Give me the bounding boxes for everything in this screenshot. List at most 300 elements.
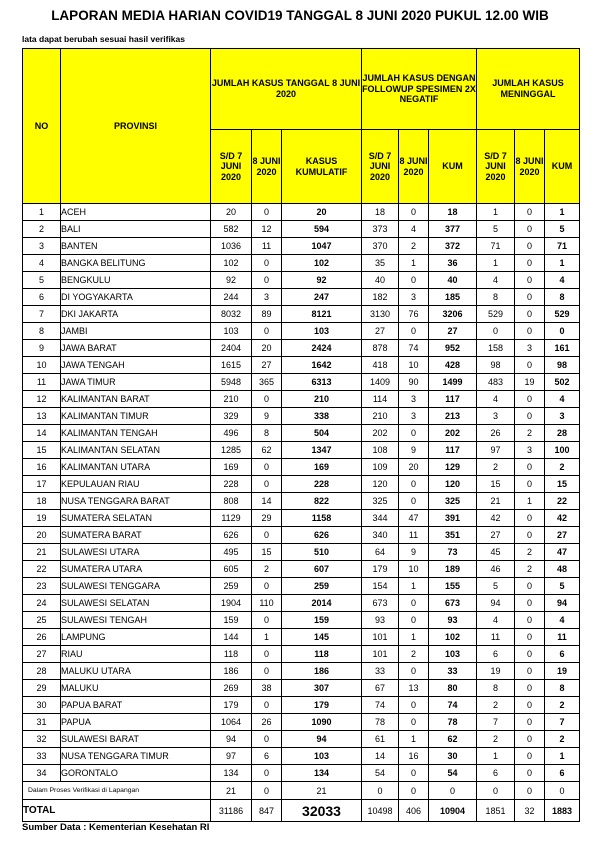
cell-value: 6 (545, 646, 580, 663)
cell-value: 0 (252, 323, 282, 340)
cell-value: 259 (282, 578, 362, 595)
cell-value: 145 (282, 629, 362, 646)
cell-value: 35 (362, 255, 399, 272)
cell-value: 0 (399, 323, 429, 340)
cell-value: 3 (545, 408, 580, 425)
cell-value: 210 (211, 391, 252, 408)
cell-value: 1 (399, 578, 429, 595)
cell-value: 0 (515, 306, 545, 323)
cell-value: 48 (545, 561, 580, 578)
cell-value: 6 (477, 765, 515, 782)
cell-value: 1 (545, 204, 580, 221)
cell-value: 92 (282, 272, 362, 289)
cell-value: 495 (211, 544, 252, 561)
row-number: 2 (23, 221, 61, 238)
cell-value: 134 (211, 765, 252, 782)
cell-value: 179 (282, 697, 362, 714)
cell-value: 228 (282, 476, 362, 493)
row-number: 6 (23, 289, 61, 306)
cell-value: 1 (515, 493, 545, 510)
cell-value: 98 (545, 357, 580, 374)
cell-value: 307 (282, 680, 362, 697)
cell-value: 6 (545, 765, 580, 782)
cell-value: 626 (211, 527, 252, 544)
cell-value: 3 (399, 289, 429, 306)
cell-value: 19 (545, 663, 580, 680)
table-row (23, 527, 580, 544)
cell-value: 101 (362, 629, 399, 646)
data-source: Sumber Data : Kementerian Kesehatan RI (22, 822, 210, 833)
cell-value: 428 (429, 357, 477, 374)
cell-value: 0 (515, 238, 545, 255)
cell-value: 118 (211, 646, 252, 663)
cell-value: 80 (429, 680, 477, 697)
cell-value: 179 (362, 561, 399, 578)
province-name: SULAWESI TENGGARA (61, 578, 211, 595)
province-name: SULAWESI UTARA (61, 544, 211, 561)
cell-value: 144 (211, 629, 252, 646)
row-number: 11 (23, 374, 61, 391)
cell-value: 26 (252, 714, 282, 731)
cell-value: 102 (429, 629, 477, 646)
cell-value: 0 (515, 221, 545, 238)
row-number: 31 (23, 714, 61, 731)
cell-value: 4 (399, 221, 429, 238)
cell-value: 155 (429, 578, 477, 595)
cell-value: 0 (515, 782, 545, 800)
province-name: SULAWESI TENGAH (61, 612, 211, 629)
cell-value: 1 (252, 629, 282, 646)
cell-value: 4 (545, 272, 580, 289)
cell-value: 351 (429, 527, 477, 544)
cell-value: 114 (362, 391, 399, 408)
cell-value: 0 (252, 391, 282, 408)
cell-value: 73 (429, 544, 477, 561)
header-followup-8juni: 8 JUNI 2020 (399, 130, 429, 204)
cell-value: 8 (545, 289, 580, 306)
cell-value: 0 (477, 782, 515, 800)
cell-value: 1499 (429, 374, 477, 391)
row-number: 23 (23, 578, 61, 595)
cell-value: 529 (545, 306, 580, 323)
table-row (23, 612, 580, 629)
cell-value: 0 (399, 595, 429, 612)
cell-value: 0 (252, 612, 282, 629)
cell-value: 0 (252, 765, 282, 782)
cell-value: 109 (362, 459, 399, 476)
row-number: 13 (23, 408, 61, 425)
cell-value: 29 (252, 510, 282, 527)
cell-value: 21 (211, 782, 252, 800)
row-number: 26 (23, 629, 61, 646)
table-row (23, 459, 580, 476)
cell-value: 2 (399, 646, 429, 663)
row-number: 25 (23, 612, 61, 629)
cell-value: 0 (252, 255, 282, 272)
cell-value: 0 (429, 782, 477, 800)
cell-value: 32033 (282, 800, 362, 822)
row-number: 20 (23, 527, 61, 544)
province-name: MALUKU UTARA (61, 663, 211, 680)
row-number: 22 (23, 561, 61, 578)
cell-value: 3 (252, 289, 282, 306)
cell-value: 186 (282, 663, 362, 680)
cell-value: 100 (545, 442, 580, 459)
cell-value: 1 (477, 204, 515, 221)
province-name: KALIMANTAN BARAT (61, 391, 211, 408)
cell-value: 27 (252, 357, 282, 374)
cell-value: 185 (429, 289, 477, 306)
table-row (23, 493, 580, 510)
table-row (23, 425, 580, 442)
table-row (23, 765, 580, 782)
cell-value: 4 (545, 391, 580, 408)
row-number: 27 (23, 646, 61, 663)
row-number: 32 (23, 731, 61, 748)
cell-value: 46 (477, 561, 515, 578)
cell-value: 47 (545, 544, 580, 561)
cell-value: 1047 (282, 238, 362, 255)
cell-value: 0 (399, 765, 429, 782)
province-name: NUSA TENGGARA TIMUR (61, 748, 211, 765)
cell-value: 74 (429, 697, 477, 714)
table-row (23, 374, 580, 391)
province-name: BANGKA BELITUNG (61, 255, 211, 272)
table-row (23, 238, 580, 255)
cell-value: 502 (545, 374, 580, 391)
cell-value: 169 (211, 459, 252, 476)
row-number: 33 (23, 748, 61, 765)
cell-value: 0 (399, 697, 429, 714)
cell-value: 0 (399, 204, 429, 221)
table-row (23, 357, 580, 374)
cell-value: 4 (477, 272, 515, 289)
row-number: 16 (23, 459, 61, 476)
header-meninggal-8juni: 8 JUNI 2020 (515, 130, 545, 204)
header-provinsi: PROVINSI (61, 49, 211, 204)
cell-value: 269 (211, 680, 252, 697)
province-name: KALIMANTAN SELATAN (61, 442, 211, 459)
cell-value: 74 (362, 697, 399, 714)
cell-value: 0 (515, 680, 545, 697)
cell-value: 0 (399, 612, 429, 629)
cell-value: 607 (282, 561, 362, 578)
cell-value: 7 (545, 714, 580, 731)
cell-value: 10498 (362, 800, 399, 822)
cell-value: 244 (211, 289, 252, 306)
row-number: 28 (23, 663, 61, 680)
row-number: 17 (23, 476, 61, 493)
cell-value: 19 (477, 663, 515, 680)
table-row (23, 204, 580, 221)
header-meninggal-kum: KUM (545, 130, 580, 204)
cell-value: 2 (477, 459, 515, 476)
cell-value: 0 (252, 459, 282, 476)
cell-value: 4 (545, 612, 580, 629)
cell-value: 202 (429, 425, 477, 442)
cell-value: 373 (362, 221, 399, 238)
row-number: 30 (23, 697, 61, 714)
cell-value: 213 (429, 408, 477, 425)
cell-value: 0 (515, 510, 545, 527)
cell-value: 370 (362, 238, 399, 255)
cell-value: 0 (515, 408, 545, 425)
cell-value: 1129 (211, 510, 252, 527)
table-row (23, 748, 580, 765)
cell-value: 0 (252, 663, 282, 680)
cell-value: 20 (282, 204, 362, 221)
cell-value: 134 (282, 765, 362, 782)
row-number: 10 (23, 357, 61, 374)
cell-value: 0 (399, 476, 429, 493)
table-row (23, 646, 580, 663)
cell-value: 0 (515, 476, 545, 493)
cell-value: 182 (362, 289, 399, 306)
cell-value: 340 (362, 527, 399, 544)
header-kasus-sd7: S/D 7 JUNI 2020 (211, 130, 252, 204)
cell-value: 71 (477, 238, 515, 255)
total-label: TOTAL (23, 800, 211, 822)
cell-value: 325 (429, 493, 477, 510)
cell-value: 1851 (477, 800, 515, 822)
table-row (23, 714, 580, 731)
row-number: 34 (23, 765, 61, 782)
cell-value: 0 (515, 204, 545, 221)
row-number: 9 (23, 340, 61, 357)
row-number: 29 (23, 680, 61, 697)
cell-value: 0 (252, 204, 282, 221)
table-row (23, 561, 580, 578)
cell-value: 2 (545, 731, 580, 748)
cell-value: 5 (545, 221, 580, 238)
table-row (23, 306, 580, 323)
cell-value: 952 (429, 340, 477, 357)
cell-value: 16 (399, 748, 429, 765)
cell-value: 18 (362, 204, 399, 221)
cell-value: 103 (211, 323, 252, 340)
cell-value: 21 (477, 493, 515, 510)
table-row (23, 408, 580, 425)
cell-value: 90 (399, 374, 429, 391)
cell-value: 98 (477, 357, 515, 374)
cell-value: 1036 (211, 238, 252, 255)
table-row (23, 731, 580, 748)
province-name: SUMATERA BARAT (61, 527, 211, 544)
cell-value: 0 (515, 578, 545, 595)
cell-value: 0 (252, 782, 282, 800)
cell-value: 11 (545, 629, 580, 646)
cell-value: 344 (362, 510, 399, 527)
cell-value: 102 (282, 255, 362, 272)
cell-value: 4 (477, 391, 515, 408)
cell-value: 186 (211, 663, 252, 680)
cell-value: 14 (252, 493, 282, 510)
cell-value: 0 (252, 578, 282, 595)
cell-value: 11 (252, 238, 282, 255)
cell-value: 1615 (211, 357, 252, 374)
cell-value: 822 (282, 493, 362, 510)
cell-value: 3 (515, 340, 545, 357)
province-name: KEPULAUAN RIAU (61, 476, 211, 493)
row-number: 3 (23, 238, 61, 255)
cell-value: 5948 (211, 374, 252, 391)
cell-value: 0 (252, 697, 282, 714)
report-title: LAPORAN MEDIA HARIAN COVID19 TANGGAL 8 JUNI 2020 PUKUL 12.00 WIB (51, 8, 549, 23)
cell-value: 8 (545, 680, 580, 697)
cell-value: 605 (211, 561, 252, 578)
table-row (23, 697, 580, 714)
cell-value: 103 (282, 323, 362, 340)
cell-value: 8 (252, 425, 282, 442)
cell-value: 36 (429, 255, 477, 272)
cell-value: 2404 (211, 340, 252, 357)
cell-value: 2 (399, 238, 429, 255)
cell-value: 504 (282, 425, 362, 442)
cell-value: 97 (477, 442, 515, 459)
cell-value: 2 (545, 697, 580, 714)
cell-value: 2 (515, 544, 545, 561)
table-row (23, 510, 580, 527)
cell-value: 0 (515, 289, 545, 306)
cell-value: 22 (545, 493, 580, 510)
province-name: SULAWESI BARAT (61, 731, 211, 748)
header-meninggal-sd7: S/D 7 JUNI 2020 (477, 130, 515, 204)
table-row (23, 578, 580, 595)
header-kasus-8juni: 8 JUNI 2020 (252, 130, 282, 204)
cell-value: 1642 (282, 357, 362, 374)
cell-value: 1347 (282, 442, 362, 459)
cell-value: 93 (429, 612, 477, 629)
province-name: JAWA BARAT (61, 340, 211, 357)
header-followup-kum: KUM (429, 130, 477, 204)
province-name: SUMATERA SELATAN (61, 510, 211, 527)
province-name: NUSA TENGGARA BARAT (61, 493, 211, 510)
cell-value: 1 (477, 748, 515, 765)
cell-value: 89 (252, 306, 282, 323)
cell-value: 0 (515, 714, 545, 731)
cell-value: 120 (362, 476, 399, 493)
table-row (23, 680, 580, 697)
cell-value: 179 (211, 697, 252, 714)
cell-value: 94 (282, 731, 362, 748)
cell-value: 1090 (282, 714, 362, 731)
verification-row (23, 782, 580, 800)
cell-value: 54 (429, 765, 477, 782)
cell-value: 76 (399, 306, 429, 323)
cell-value: 31186 (211, 800, 252, 822)
cell-value: 11 (399, 527, 429, 544)
cell-value: 210 (362, 408, 399, 425)
cell-value: 228 (211, 476, 252, 493)
cell-value: 27 (429, 323, 477, 340)
row-number: 4 (23, 255, 61, 272)
cell-value: 45 (477, 544, 515, 561)
cell-value: 1904 (211, 595, 252, 612)
table-row (23, 595, 580, 612)
cell-value: 26 (477, 425, 515, 442)
cell-value: 94 (477, 595, 515, 612)
cell-value: 1 (545, 748, 580, 765)
cell-value: 21 (282, 782, 362, 800)
cell-value: 20 (211, 204, 252, 221)
row-number: 12 (23, 391, 61, 408)
cell-value: 808 (211, 493, 252, 510)
cell-value: 189 (429, 561, 477, 578)
cell-value: 0 (515, 612, 545, 629)
cell-value: 2 (252, 561, 282, 578)
cell-value: 847 (252, 800, 282, 822)
cell-value: 120 (429, 476, 477, 493)
cell-value: 582 (211, 221, 252, 238)
cell-value: 161 (545, 340, 580, 357)
cell-value: 2 (545, 459, 580, 476)
cell-value: 159 (211, 612, 252, 629)
cell-value: 92 (211, 272, 252, 289)
cell-value: 20 (399, 459, 429, 476)
cell-value: 0 (545, 782, 580, 800)
table-row (23, 221, 580, 238)
cell-value: 5 (477, 578, 515, 595)
table-row (23, 442, 580, 459)
cell-value: 0 (515, 646, 545, 663)
row-number: 8 (23, 323, 61, 340)
cell-value: 0 (545, 323, 580, 340)
cell-value: 62 (252, 442, 282, 459)
province-name: BENGKULU (61, 272, 211, 289)
cell-value: 0 (252, 731, 282, 748)
cell-value: 40 (362, 272, 399, 289)
cell-value: 0 (515, 255, 545, 272)
table-row (23, 476, 580, 493)
table-row (23, 272, 580, 289)
cell-value: 391 (429, 510, 477, 527)
cell-value: 158 (477, 340, 515, 357)
cell-value: 1 (399, 731, 429, 748)
cell-value: 27 (477, 527, 515, 544)
cell-value: 1 (399, 255, 429, 272)
row-number: 15 (23, 442, 61, 459)
cell-value: 377 (429, 221, 477, 238)
cell-value: 0 (515, 748, 545, 765)
cell-value: 102 (211, 255, 252, 272)
verification-label: Dalam Proses Verifikasi di Lapangan (23, 782, 211, 800)
cell-value: 365 (252, 374, 282, 391)
province-name: SUMATERA UTARA (61, 561, 211, 578)
cell-value: 2424 (282, 340, 362, 357)
cell-value: 8 (477, 289, 515, 306)
cell-value: 27 (545, 527, 580, 544)
cell-value: 0 (515, 527, 545, 544)
row-number: 7 (23, 306, 61, 323)
table-row (23, 255, 580, 272)
cell-value: 1 (399, 629, 429, 646)
cell-value: 117 (429, 442, 477, 459)
cell-value: 169 (282, 459, 362, 476)
province-name: PAPUA (61, 714, 211, 731)
cell-value: 406 (399, 800, 429, 822)
cell-value: 0 (477, 323, 515, 340)
cell-value: 6313 (282, 374, 362, 391)
cell-value: 9 (252, 408, 282, 425)
cell-value: 2 (477, 697, 515, 714)
province-name: PAPUA BARAT (61, 697, 211, 714)
table-row (23, 629, 580, 646)
cell-value: 1 (477, 255, 515, 272)
cell-value: 1064 (211, 714, 252, 731)
cell-value: 0 (399, 425, 429, 442)
cell-value: 372 (429, 238, 477, 255)
cell-value: 9 (399, 544, 429, 561)
